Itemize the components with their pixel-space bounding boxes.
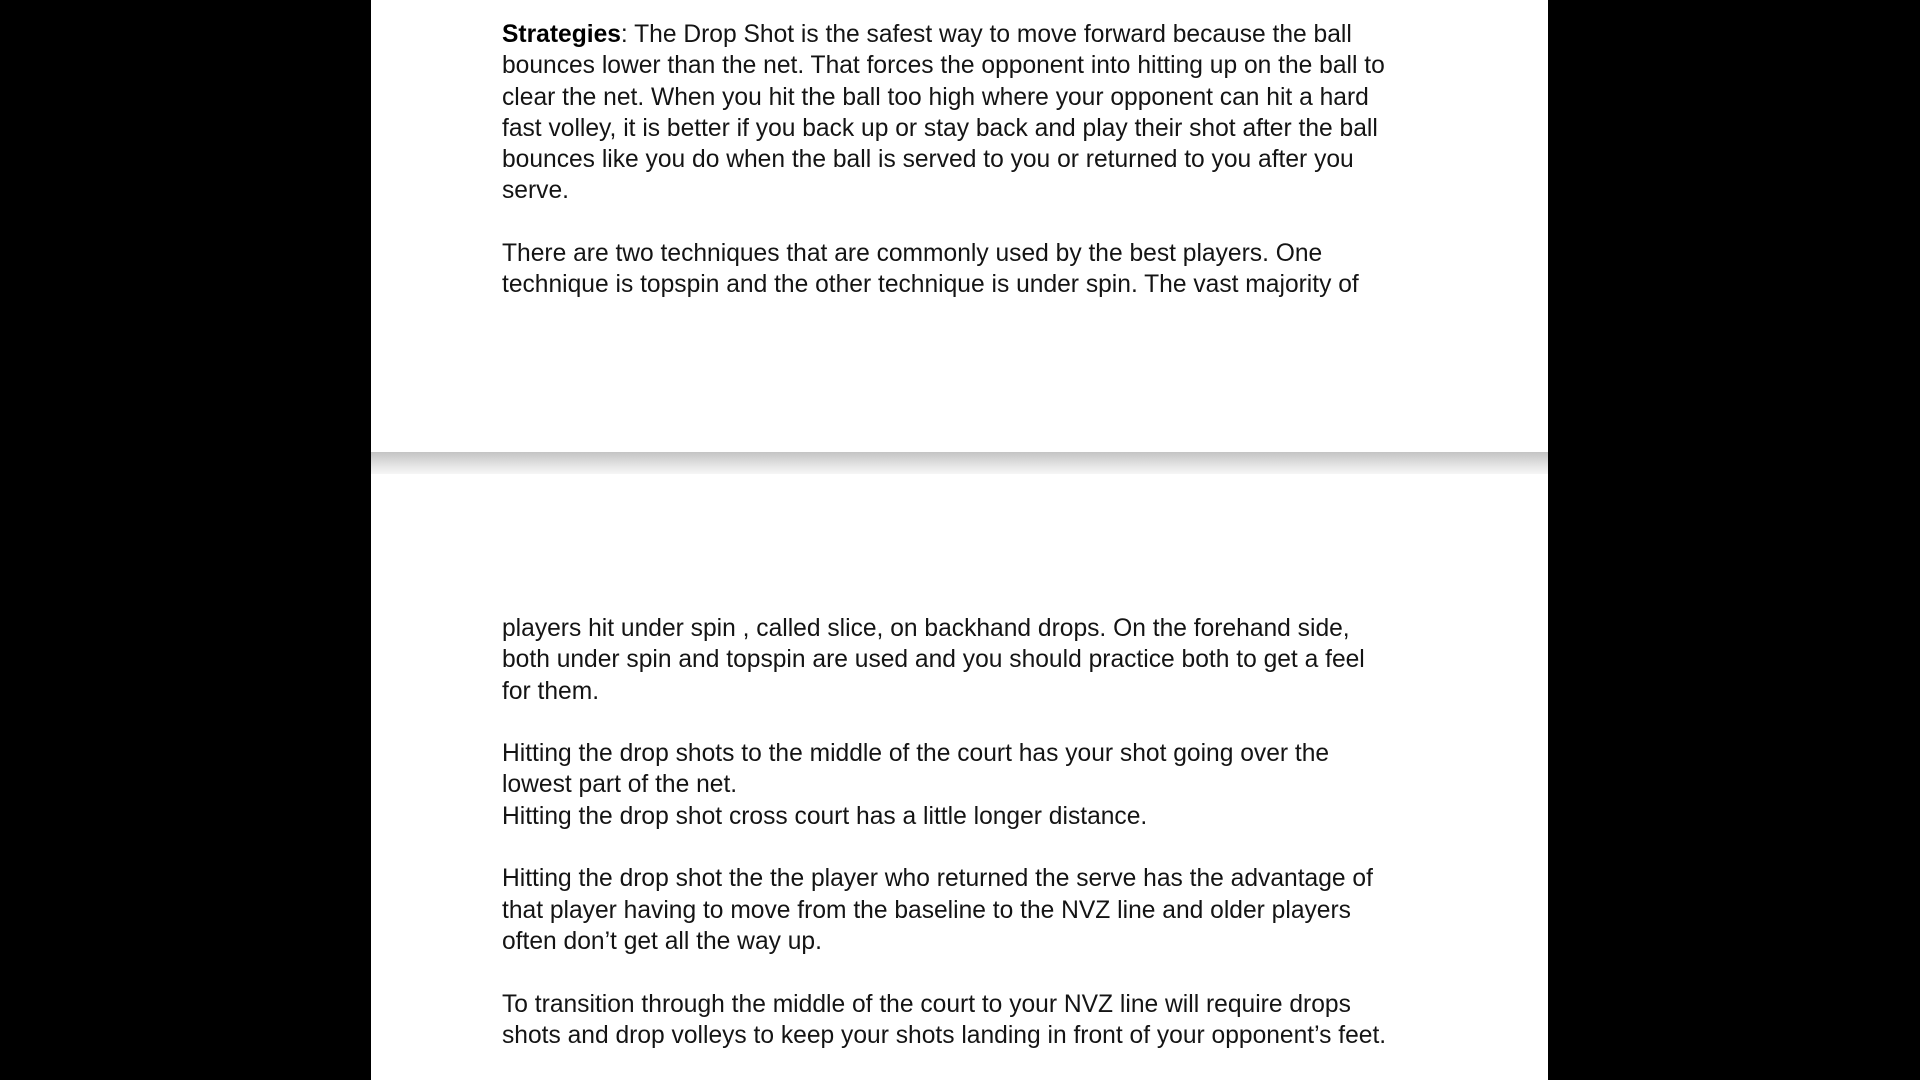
strategies-label: Strategies [502, 21, 621, 48]
spin-paragraph: players hit under spin , called slice, on backhand drops. On the forehand side, both under spin and topspin are used and you should practice both to get a feel for them. [502, 615, 1365, 705]
techniques-paragraph: There are two techniques that are commonly used by the best players. One technique is topspin and the other technique is under spin. The vast majority of [502, 240, 1359, 299]
strategies-text: : The Drop Shot is the safest way to move forward because the ball bounces lower than the net. That forces the opponent into hitting up on the ball to clear the net. When you hit the ball too high where your opponent can hit a hard fast volley, it is better if you back up or stay back and play their shot after the ball bounces like you do when the ball is served to you or returned to you after you serve. [502, 21, 1385, 205]
page-top-text [502, 19, 1432, 301]
returner-paragraph: Hitting the drop shot the the player who returned the serve has the advantage of that player having to move from the baseline to the NVZ line and older players often don’t get all the way up. [502, 865, 1373, 955]
middle-court-paragraph: Hitting the drop shots to the middle of the court has your shot going over the lowest part of the net. [502, 740, 1330, 799]
cross-court-paragraph: Hitting the drop shot cross court has a little longer distance. [502, 802, 1148, 830]
page-bottom-text [502, 613, 1432, 1051]
paragraph-spacer [502, 832, 1432, 863]
strategies-paragraph [502, 19, 1432, 207]
paragraph-spacer [502, 707, 1432, 738]
paragraph-spacer [502, 207, 1432, 238]
document-page-bottom [371, 474, 1548, 1080]
paragraph-spacer [502, 957, 1432, 988]
document-page-top [371, 0, 1548, 452]
page-break-divider [371, 452, 1548, 474]
transition-paragraph: To transition through the middle of the court to your NVZ line will require drops shots and drop volleys to keep your shots landing in front of your opponent’s feet. [502, 990, 1387, 1049]
